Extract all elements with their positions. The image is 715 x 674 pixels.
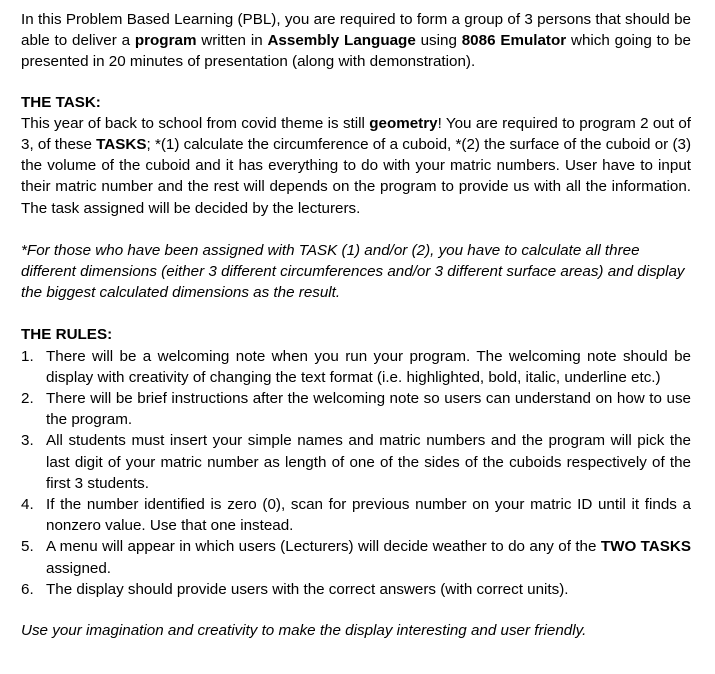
bold-assembly-language: Assembly Language: [267, 32, 416, 50]
rules-list: [21, 346, 691, 600]
bold-program: program: [134, 32, 197, 50]
task-paragraph: This year of back to school from covid theme is still geometry! You are required to program 2 out of 3, of these TASKS; *(1) calculate the circumference of a cuboid, *(2) the surface of the cuboid or (3) the volume of the cuboid and it has everything to do with your matric numbers. User have to input their matric number and the rest will depends on the program to provide us with all the information. The task assigned will be decided by the lecturers.: [21, 114, 692, 217]
rule-number: 1.: [21, 347, 34, 365]
task-heading: THE TASK:: [21, 93, 101, 111]
rule-number: 4.: [21, 496, 34, 514]
rule-number: 6.: [21, 580, 34, 598]
rule-item: 2. There will be brief instructions after the welcoming note so users can understand on how to use the program.: [21, 390, 691, 429]
rules-heading: THE RULES:: [21, 326, 113, 344]
closing-line: Use your imagination and creativity to make the display interesting and user friendly.: [21, 622, 587, 640]
rule-number: 5.: [21, 538, 34, 556]
rule-number: 2.: [21, 390, 34, 408]
bold-tasks: TASKS: [96, 136, 147, 154]
rule-item: 6. The display should provide users with the correct answers (with correct units).: [21, 579, 691, 600]
rule-item: 1. There will be a welcoming note when you run your program. The welcoming note should be display with creativity of changing the text format (i.e. highlighted, bold, italic, underline etc.): [21, 347, 691, 386]
bold-geometry: geometry: [369, 114, 438, 132]
rule-item: 3. All students must insert your simple names and matric numbers and the program will pick the last digit of your matric number as length of one of the sides of the cuboids respectively of the first 3 students.: [21, 432, 691, 492]
bold-two-tasks: TWO TASKS: [600, 538, 691, 556]
rule-item: 5. A menu will appear in which users (Lecturers) will decide weather to do any of the TWO TASKS assigned.: [21, 538, 691, 577]
task-note: *For those who have been assigned with TASK (1) and/or (2), you have to calculate all three different dimensions (either 3 different circumferences and/or 3 different surface areas) and display the biggest calculated dimensions as the result.: [21, 241, 685, 302]
rule-item: 4. If the number identified is zero (0), scan for previous number on your matric ID until it finds a nonzero value. Use that one instead.: [21, 496, 691, 535]
rule-number: 3.: [21, 432, 34, 450]
intro-paragraph: In this Problem Based Learning (PBL), you are required to form a group of 3 persons that should be able to deliver a program written in Assembly Language using 8086 Emulator which going to be presented in 20 minutes of presentation (along with demonstration).: [21, 11, 691, 71]
bold-8086-emulator: 8086 Emulator: [461, 32, 567, 50]
